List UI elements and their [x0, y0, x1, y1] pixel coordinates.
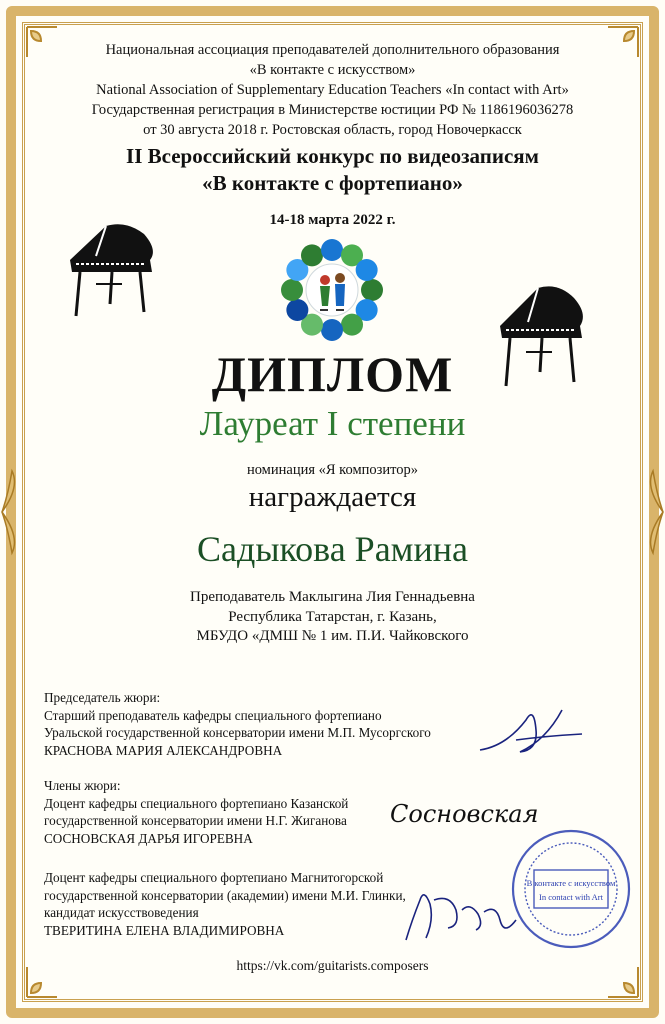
- header-line: Национальная ассоциация преподавателей дополнительного образования: [105, 42, 560, 58]
- jury-member-position: Доцент кафедры специального фортепиано Казанской: [44, 795, 349, 811]
- logo-petal-icon: [286, 299, 308, 321]
- jury-member-position: Доцент кафедры специального фортепиано Магнитогорской: [44, 870, 384, 885]
- stamp-center-text: In contact with Art: [539, 892, 603, 902]
- jury-member-block: [44, 869, 406, 939]
- logo-petal-icon: [341, 314, 363, 336]
- jury-chair-position: Старший преподаватель кафедры специального фортепиано: [44, 707, 382, 723]
- contest-dates: 14-18 марта 2022 г.: [269, 212, 396, 228]
- teacher-line: МБУДО «ДМШ № 1 им. П.И. Чайковского: [196, 628, 469, 644]
- jury-member-name: СОСНОВСКАЯ ДАРЬЯ ИГОРЕВНА: [44, 830, 253, 846]
- signature-tveritina-icon: [400, 880, 520, 950]
- jury-members-label: Члены жюри:: [44, 778, 121, 793]
- signature-text: Сосновская: [390, 800, 538, 828]
- nomination-text: номинация «Я композитор»: [246, 462, 419, 478]
- official-stamp-icon: [510, 828, 632, 950]
- jury-chair-block: [44, 689, 431, 759]
- recipient-name: Садыкова Рамина: [197, 529, 468, 569]
- logo-petal-icon: [301, 244, 323, 266]
- association-logo-icon: [278, 236, 386, 344]
- jury-chair-name: КРАСНОВА МАРИЯ АЛЕКСАНДРОВНА: [44, 742, 283, 758]
- teacher-info: [0, 588, 665, 647]
- jury-member-institution: государственной консерватории имени Н.Г. Жиганова: [44, 813, 347, 828]
- jury-chair-label: Председатель жюри:: [44, 690, 161, 705]
- stamp-center-text: В контакте с искусством: [526, 878, 616, 888]
- header-line: Государственная регистрация в Министерстве юстиции РФ № 1186196036278: [91, 102, 574, 118]
- header-line: от 30 августа 2018 г. Ростовская область, город Новочеркасск: [143, 122, 522, 138]
- association-header: [0, 40, 665, 140]
- diploma-heading: ДИПЛОМ: [211, 346, 454, 402]
- jury-member-degree: кандидат искусствоведения: [44, 905, 199, 920]
- logo-petal-icon: [321, 319, 343, 341]
- signature-chair-icon: [476, 700, 586, 760]
- footer-link[interactable]: https://vk.com/guitarists.composers: [236, 958, 429, 973]
- logo-petal-icon: [356, 259, 378, 281]
- jury-member-block: [44, 777, 348, 847]
- grand-piano-icon: [66, 220, 162, 320]
- header-line: National Association of Supplementary Education Teachers «In contact with Art»: [96, 82, 569, 98]
- logo-petal-icon: [321, 239, 343, 261]
- teacher-line: Преподаватель Маклыгина Лия Геннадьевна: [190, 589, 475, 605]
- logo-petal-icon: [281, 279, 303, 301]
- laureate-degree: Лауреат I степени: [199, 404, 466, 443]
- awarded-text: награждается: [248, 481, 417, 513]
- logo-petal-icon: [361, 279, 383, 301]
- jury-member-name: ТВЕРИТИНА ЕЛЕНА ВЛАДИМИРОВНА: [44, 922, 285, 938]
- header-line: «В контакте с искусством»: [249, 62, 416, 78]
- contest-title-line: II Всероссийский конкурс по видеозаписям: [126, 144, 539, 168]
- teacher-line: Республика Татарстан, г. Казань,: [228, 608, 437, 625]
- contest-title-line: «В контакте с фортепиано»: [202, 171, 463, 195]
- jury-chair-institution: Уральской государственной консерватории имени М.П. Мусоргского: [44, 725, 431, 740]
- jury-member-institution: государственной консерватории (академии) имени М.И. Глинки,: [44, 887, 406, 903]
- contest-title: [0, 143, 665, 197]
